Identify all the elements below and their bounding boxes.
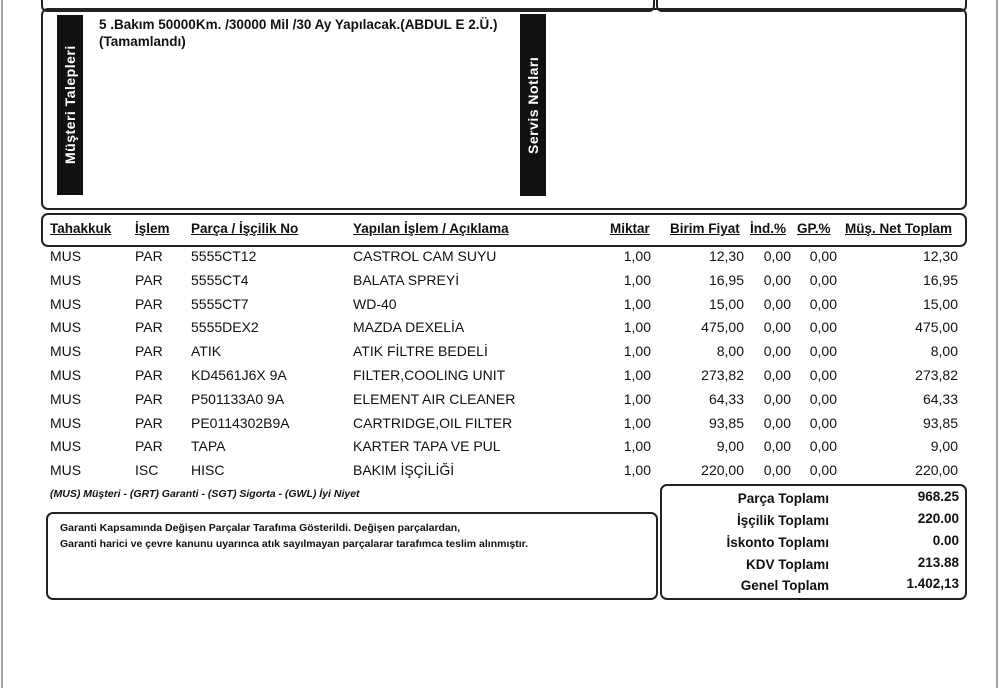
cell-islem: PAR (135, 367, 163, 383)
cell-miktar: 1,00 (623, 319, 651, 335)
service-notes-label: Servis Notları (520, 14, 546, 196)
cell-birim-fiyat: 273,82 (701, 367, 744, 383)
total-value-iscilik: 220.00 (917, 511, 959, 526)
cell-net-toplam: 15,00 (922, 296, 958, 312)
total-label-genel: Genel Toplam (740, 578, 829, 593)
cell-islem: PAR (135, 343, 163, 359)
cell-birim-fiyat: 8,00 (716, 343, 744, 359)
cell-islem: PAR (135, 415, 163, 431)
cell-tahakkuk: MUS (50, 248, 82, 264)
cell-parca-no: KD4561J6X 9A (191, 367, 287, 383)
cell-net-toplam: 220,00 (915, 462, 958, 478)
cell-aciklama: CASTROL CAM SUYU (353, 248, 497, 264)
customer-requests-label: Müşteri Talepleri (57, 15, 83, 195)
cell-aciklama: FILTER,COOLING UNIT (353, 367, 506, 383)
cell-islem: ISC (135, 462, 159, 478)
header-ind: İnd.% (750, 221, 786, 236)
customer-complaint-text: 5 .Bakım 50000Km. /30000 Mil /30 Ay Yapılacak.(ABDUL E 2.Ü.) (Tamamlandı) (99, 17, 498, 49)
header-gp: GP.% (797, 221, 831, 236)
cell-gp: 0,00 (809, 367, 837, 383)
header-birim-fiyat: Birim Fiyat (670, 221, 740, 236)
cell-parca-no: P501133A0 9A (191, 391, 285, 407)
cell-gp: 0,00 (809, 343, 837, 359)
cell-parca-no: HISC (191, 462, 225, 478)
cell-tahakkuk: MUS (50, 415, 82, 431)
cell-tahakkuk: MUS (50, 296, 82, 312)
cell-tahakkuk: MUS (50, 391, 82, 407)
cell-miktar: 1,00 (623, 272, 651, 288)
cell-ind: 0,00 (763, 272, 791, 288)
cell-miktar: 1,00 (623, 248, 651, 264)
cell-aciklama: WD-40 (353, 296, 397, 312)
cell-tahakkuk: MUS (50, 319, 82, 335)
cell-gp: 0,00 (809, 248, 837, 264)
warranty-line-1: Garanti Kapsamında Değişen Parçalar Tarafıma Gösterildi. Değişen parçalardan, (60, 522, 461, 534)
header-miktar: Miktar (610, 221, 650, 236)
cell-miktar: 1,00 (623, 367, 651, 383)
scan-edge-right (996, 0, 998, 688)
cell-miktar: 1,00 (623, 296, 651, 312)
total-value-iskonto: 0.00 (932, 533, 959, 548)
cell-ind: 0,00 (763, 319, 791, 335)
cell-islem: PAR (135, 391, 163, 407)
notes-panel (41, 8, 967, 210)
cell-net-toplam: 93,85 (922, 415, 958, 431)
cell-net-toplam: 16,95 (922, 272, 958, 288)
cell-birim-fiyat: 220,00 (701, 462, 744, 478)
total-label-parca: Parça Toplamı (737, 491, 829, 506)
total-value-genel: 1.402,13 (906, 576, 959, 591)
cell-net-toplam: 64,33 (922, 391, 958, 407)
accrual-legend: (MUS) Müşteri - (GRT) Garanti - (SGT) Sigorta - (GWL) İyi Niyet (50, 488, 360, 500)
cell-birim-fiyat: 12,30 (708, 248, 744, 264)
warranty-box (46, 512, 658, 600)
cell-ind: 0,00 (763, 248, 791, 264)
cell-miktar: 1,00 (623, 438, 651, 454)
cell-islem: PAR (135, 272, 163, 288)
cell-tahakkuk: MUS (50, 438, 82, 454)
total-label-iscilik: İşçilik Toplamı (736, 513, 829, 528)
warranty-line-2: Garanti harici ve çevre kanunu uyarınca atık sayılmayan parçalarar tarafımca teslim alınmıştır. (60, 538, 529, 550)
cell-net-toplam: 273,82 (915, 367, 958, 383)
cell-parca-no: 5555DEX2 (191, 319, 259, 335)
cell-aciklama: KARTER TAPA VE PUL (353, 438, 501, 454)
cell-ind: 0,00 (763, 438, 791, 454)
scan-edge-left (1, 0, 3, 688)
cell-islem: PAR (135, 438, 163, 454)
cell-aciklama: BAKIM İŞÇİLİĞİ (353, 462, 455, 478)
cell-tahakkuk: MUS (50, 367, 82, 383)
cell-aciklama: ELEMENT AIR CLEANER (353, 391, 516, 407)
header-net-toplam: Müş. Net Toplam (845, 221, 953, 236)
cell-birim-fiyat: 64,33 (708, 391, 744, 407)
cell-gp: 0,00 (809, 319, 837, 335)
cell-parca-no: 5555CT12 (191, 248, 257, 264)
cell-islem: PAR (135, 248, 163, 264)
cell-gp: 0,00 (809, 391, 837, 407)
cell-parca-no: ATIK (191, 343, 222, 359)
cell-net-toplam: 9,00 (930, 438, 958, 454)
cell-ind: 0,00 (763, 296, 791, 312)
cell-islem: PAR (135, 319, 163, 335)
header-islem: İşlem (135, 221, 170, 236)
cell-gp: 0,00 (809, 462, 837, 478)
cell-net-toplam: 12,30 (922, 248, 958, 264)
cell-tahakkuk: MUS (50, 272, 82, 288)
header-aciklama: Yapılan İşlem / Açıklama (353, 221, 509, 236)
cell-islem: PAR (135, 296, 163, 312)
total-value-kdv: 213.88 (917, 555, 959, 570)
cell-tahakkuk: MUS (50, 343, 82, 359)
cell-gp: 0,00 (809, 296, 837, 312)
cell-ind: 0,00 (763, 391, 791, 407)
cell-ind: 0,00 (763, 343, 791, 359)
cell-aciklama: ATIK FİLTRE BEDELİ (353, 343, 488, 359)
cell-miktar: 1,00 (623, 343, 651, 359)
cell-net-toplam: 8,00 (930, 343, 958, 359)
cell-parca-no: 5555CT4 (191, 272, 249, 288)
cell-parca-no: TAPA (191, 438, 226, 454)
cell-ind: 0,00 (763, 415, 791, 431)
cell-miktar: 1,00 (623, 391, 651, 407)
cell-birim-fiyat: 9,00 (716, 438, 744, 454)
cell-birim-fiyat: 93,85 (708, 415, 744, 431)
cell-ind: 0,00 (763, 367, 791, 383)
totals-box (660, 484, 967, 600)
cell-birim-fiyat: 15,00 (708, 296, 744, 312)
cell-gp: 0,00 (809, 415, 837, 431)
cell-gp: 0,00 (809, 272, 837, 288)
cell-aciklama: BALATA SPREYİ (353, 272, 460, 288)
cell-aciklama: MAZDA DEXELİA (353, 319, 465, 335)
cell-miktar: 1,00 (623, 415, 651, 431)
total-label-iskonto: İskonto Toplamı (726, 535, 829, 550)
cell-gp: 0,00 (809, 438, 837, 454)
header-parca-no: Parça / İşçilik No (191, 221, 299, 236)
cell-tahakkuk: MUS (50, 462, 82, 478)
cell-ind: 0,00 (763, 462, 791, 478)
header-tahakkuk: Tahakkuk (50, 221, 112, 236)
cell-miktar: 1,00 (623, 462, 651, 478)
total-label-kdv: KDV Toplamı (745, 557, 829, 572)
cell-birim-fiyat: 475,00 (701, 319, 744, 335)
cell-aciklama: CARTRIDGE,OIL FILTER (353, 415, 513, 431)
cell-net-toplam: 475,00 (915, 319, 958, 335)
total-value-parca: 968.25 (917, 489, 959, 504)
cell-parca-no: PE0114302B9A (191, 415, 290, 431)
cell-birim-fiyat: 16,95 (708, 272, 744, 288)
cell-parca-no: 5555CT7 (191, 296, 249, 312)
